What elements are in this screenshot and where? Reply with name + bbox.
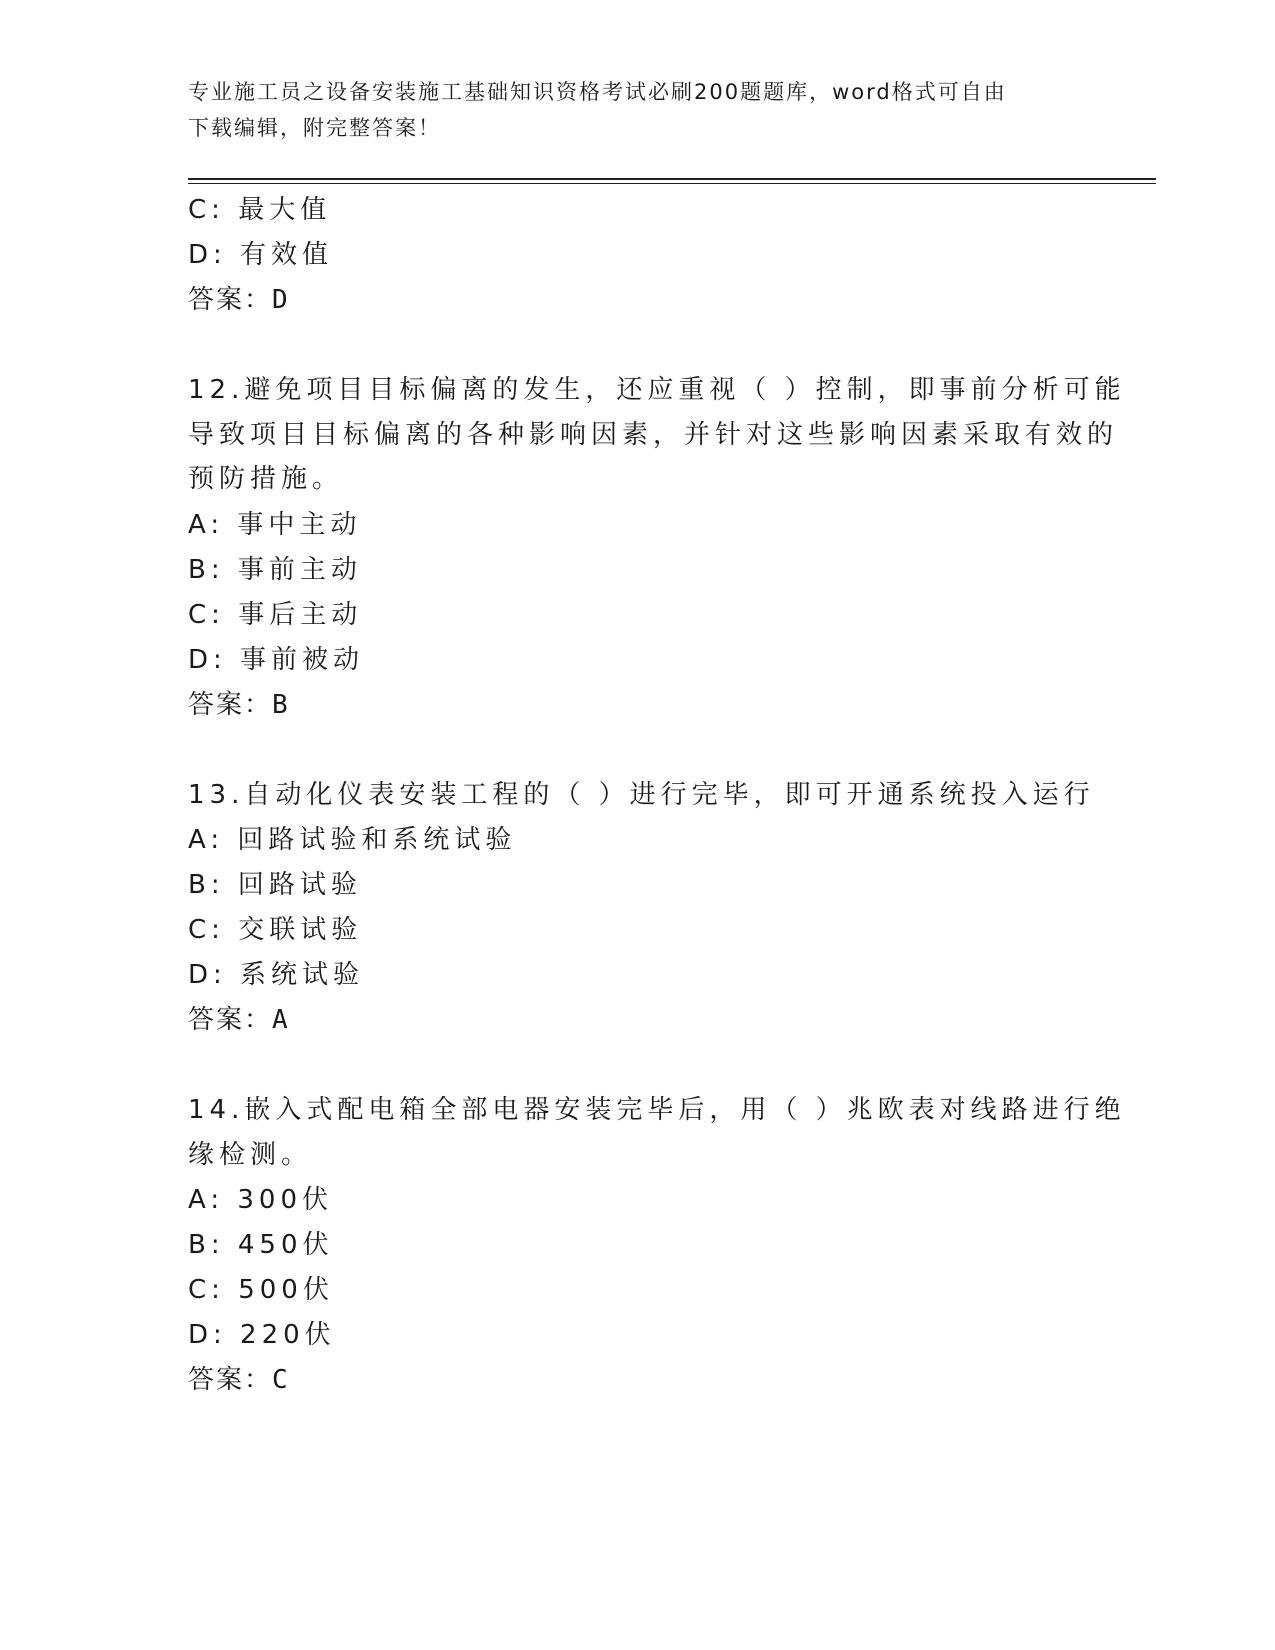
option-text: 450伏 xyxy=(237,1230,334,1260)
option-text: 回路试验和系统试验 xyxy=(237,825,517,855)
q13-option-d xyxy=(188,960,364,990)
option-text: 系统试验 xyxy=(240,960,365,990)
option-letter: B: xyxy=(188,1230,225,1260)
q12-option-b xyxy=(188,555,362,585)
option-text: 交联试验 xyxy=(238,915,363,945)
document-header xyxy=(188,74,1088,146)
header-divider-thin xyxy=(188,183,1156,184)
option-letter: C: xyxy=(188,600,225,630)
q13-option-c xyxy=(188,915,362,945)
option-text: 220伏 xyxy=(240,1320,336,1350)
option-text: 300伏 xyxy=(237,1185,333,1215)
q11-answer xyxy=(188,285,288,315)
option-letter: A: xyxy=(188,510,225,540)
option-text: 事前被动 xyxy=(240,645,365,675)
option-letter: B: xyxy=(188,555,225,585)
q12-question-line-2: 导致项目目标偏离的各种影响因素，并针对这些影响因素采取有效的 xyxy=(188,420,1119,450)
q14-question-line-1: 14.嵌入式配电箱全部电器安装完毕后，用（ ）兆欧表对线路进行绝 xyxy=(188,1095,1126,1125)
header-line-1: 专业施工员之设备安装施工基础知识资格考试必刷200题题库，word格式可自由 xyxy=(188,80,1007,104)
option-text: 最大值 xyxy=(238,195,332,225)
option-letter: A: xyxy=(188,1185,225,1215)
option-letter: D: xyxy=(188,645,227,675)
q14-question-line-2: 缘检测。 xyxy=(188,1140,313,1170)
q14-option-d xyxy=(188,1320,336,1350)
q14-option-b xyxy=(188,1230,334,1260)
q13-option-b xyxy=(188,870,362,900)
option-letter: C: xyxy=(188,195,225,225)
answer-label: 答案： xyxy=(188,1365,273,1395)
q13-option-a xyxy=(188,825,516,855)
q12-question-line-1: 12.避免项目目标偏离的发生，还应重视（ ）控制，即事前分析可能 xyxy=(188,375,1126,405)
option-letter: D: xyxy=(188,960,227,990)
q13-question-line-1: 13.自动化仪表安装工程的（ ）进行完毕，即可开通系统投入运行 xyxy=(188,780,1095,810)
answer-label: 答案： xyxy=(188,690,273,720)
option-letter: C: xyxy=(188,915,225,945)
answer-value: B xyxy=(272,690,288,720)
q11-option-c xyxy=(188,195,331,225)
answer-value: D xyxy=(272,285,288,315)
q14-option-a xyxy=(188,1185,333,1215)
q14-option-c xyxy=(188,1275,334,1305)
option-letter: A: xyxy=(188,825,225,855)
q12-option-a xyxy=(188,510,361,540)
q12-option-d xyxy=(188,645,364,675)
q12-question-line-3: 预防措施。 xyxy=(188,464,344,494)
q11-option-d xyxy=(188,240,333,270)
answer-label: 答案： xyxy=(188,1005,273,1035)
option-text: 事前主动 xyxy=(237,555,362,585)
q12-answer xyxy=(188,690,288,720)
option-text: 回路试验 xyxy=(237,870,362,900)
header-divider-thick xyxy=(188,178,1156,180)
header-line-2: 下载编辑，附完整答案！ xyxy=(188,116,441,140)
option-text: 500伏 xyxy=(238,1275,334,1305)
q13-answer xyxy=(188,1005,288,1035)
q12-option-c xyxy=(188,600,362,630)
option-letter: D: xyxy=(188,240,227,270)
option-letter: D: xyxy=(188,1320,227,1350)
answer-value: C xyxy=(272,1365,288,1395)
option-text: 事中主动 xyxy=(237,510,362,540)
option-text: 有效值 xyxy=(240,240,334,270)
option-letter: B: xyxy=(188,870,225,900)
answer-label: 答案： xyxy=(188,285,273,315)
q14-answer xyxy=(188,1365,288,1395)
answer-value: A xyxy=(272,1005,288,1035)
option-letter: C: xyxy=(188,1275,225,1305)
option-text: 事后主动 xyxy=(238,600,363,630)
